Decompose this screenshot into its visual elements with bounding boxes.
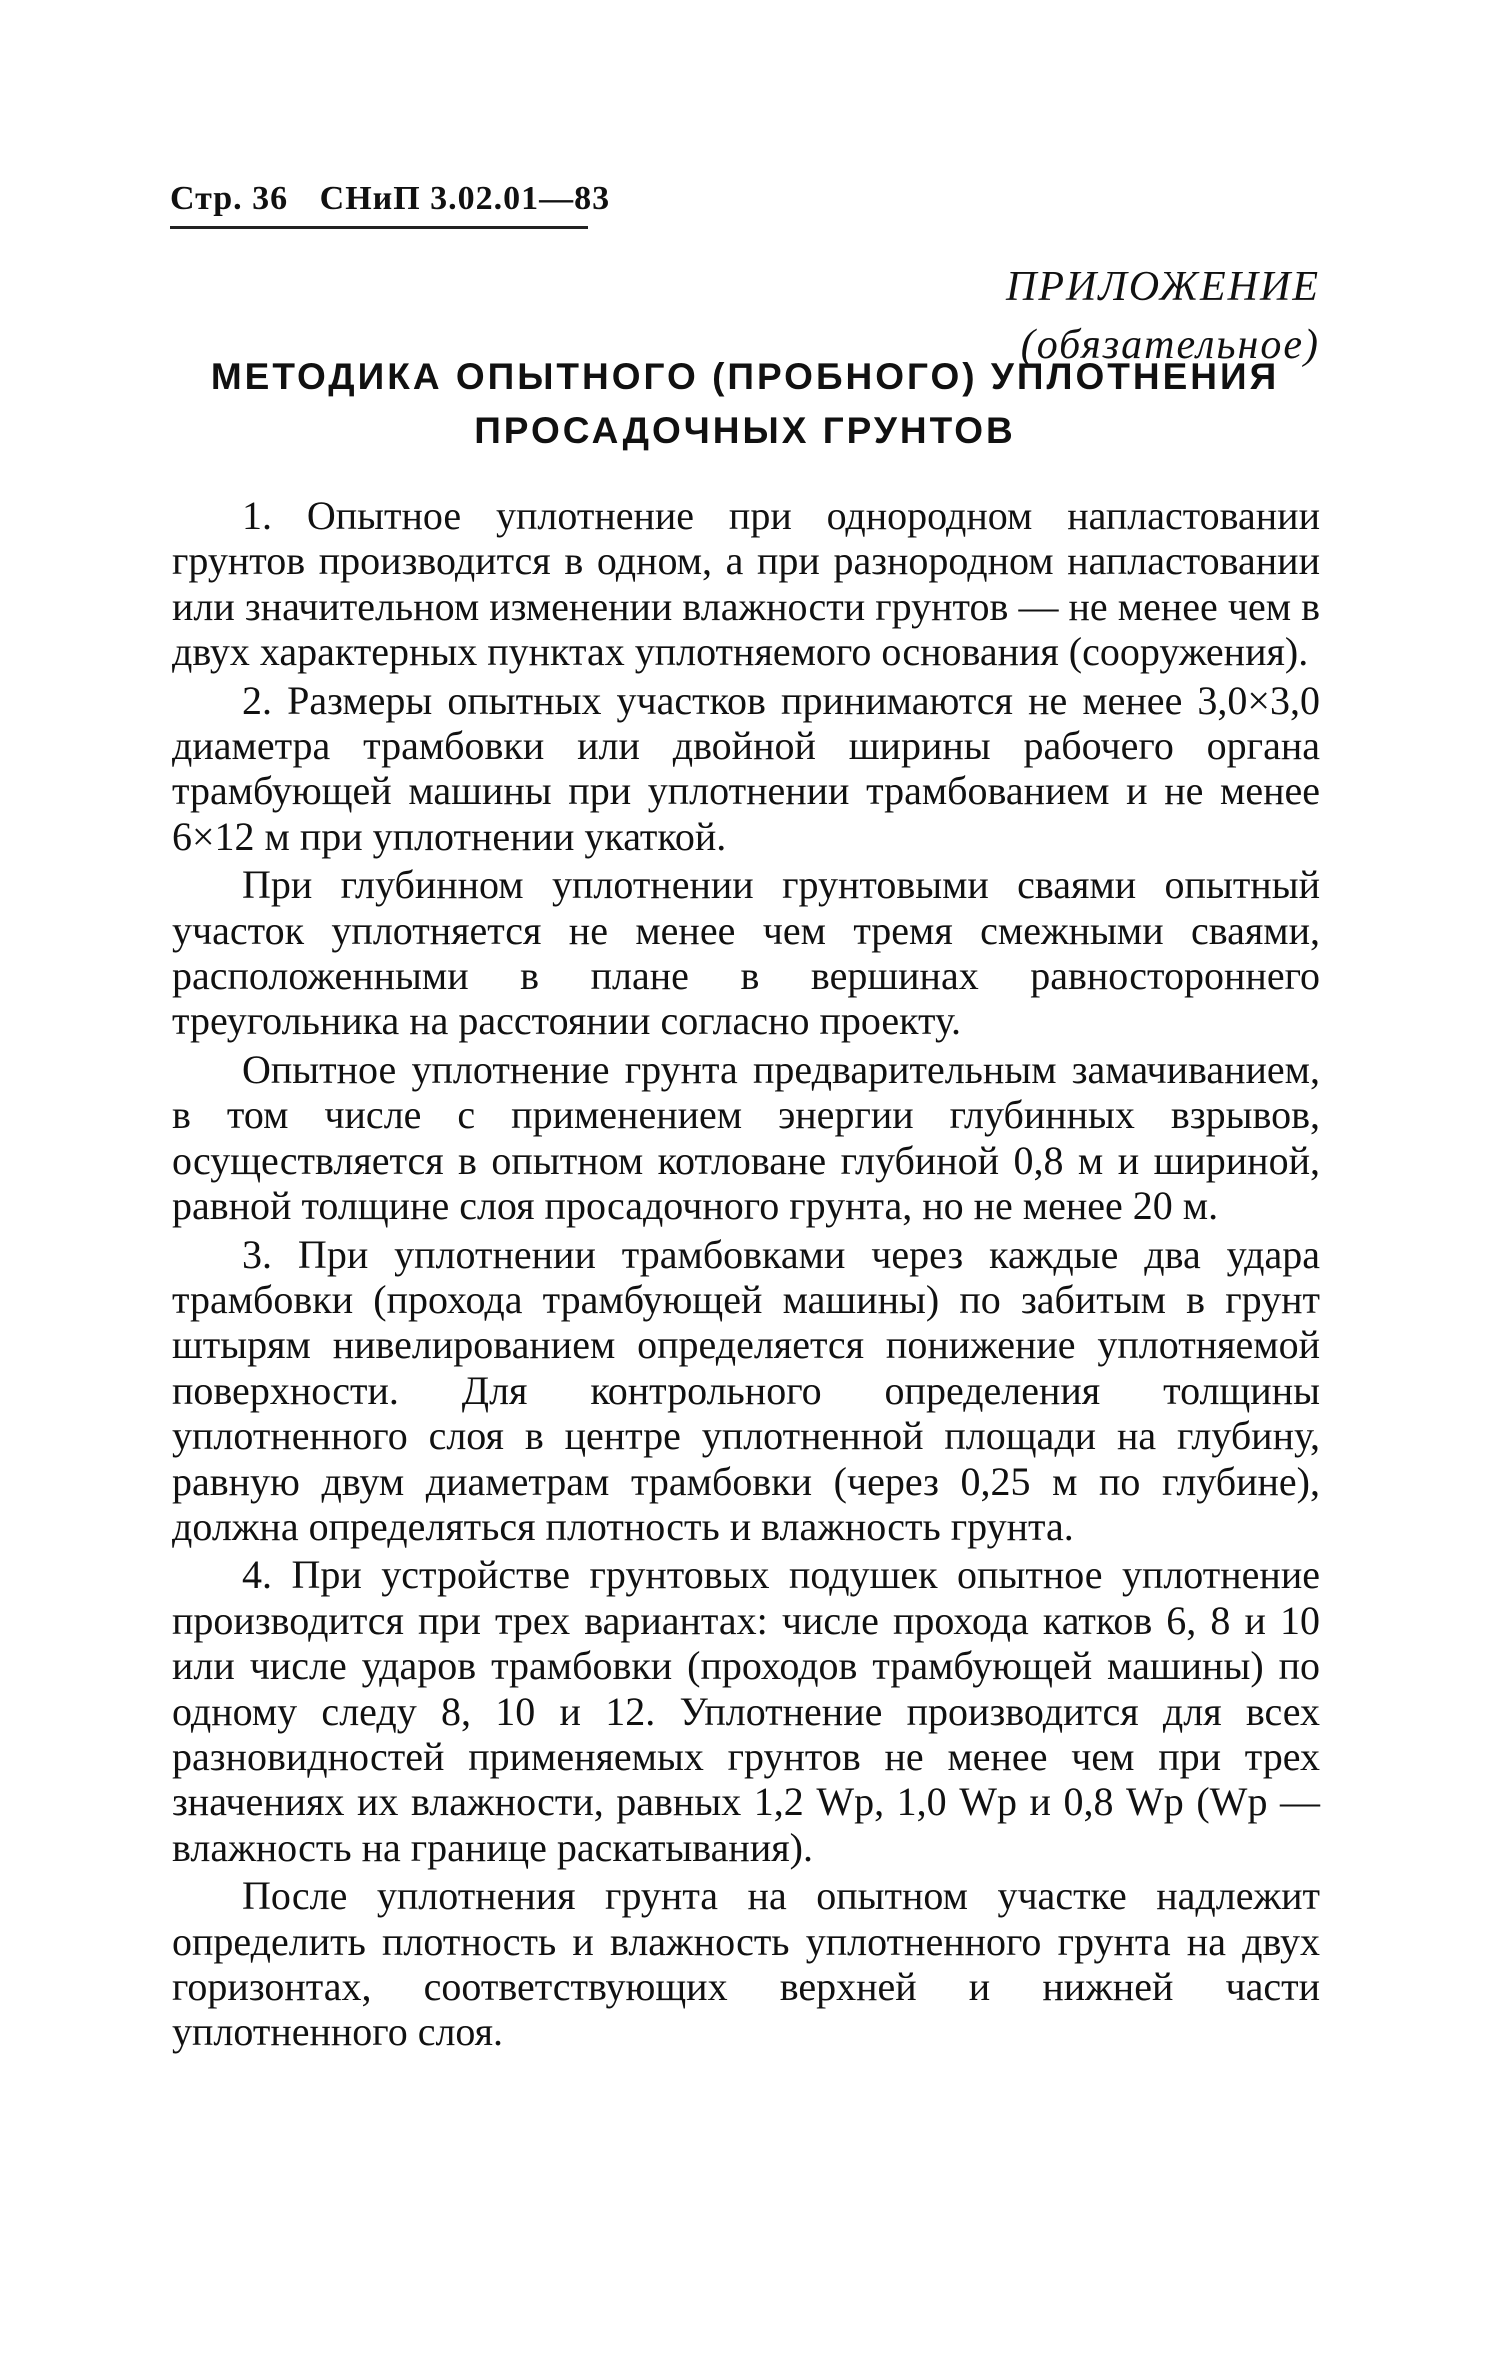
paragraph-7: После уплотнения грунта на опытном участке надлежит определить плотность и влажность уплотненного грунта на двух горизонтах, соответствующих верхней и нижней части уплотненного слоя.: [172, 1873, 1320, 2055]
appendix-label: ПРИЛОЖЕНИЕ: [1006, 264, 1320, 310]
body-text: [172, 493, 1320, 2058]
paragraph-3: При глубинном уплотнении грунтовыми сваями опытный участок уплотняется не менее чем тремя смежными сваями, расположенными в плане в вершинах равностороннего треугольника на расстоянии согласно проекту.: [172, 862, 1320, 1044]
page-header: [170, 180, 632, 218]
title-line-1: МЕТОДИКА ОПЫТНОГО (ПРОБНОГО) УПЛОТНЕНИЯ: [210, 356, 1280, 397]
paragraph-5: 3. При уплотнении трамбовками через каждые два удара трамбовки (прохода трамбующей машины) по забитым в грунт штырям нивелированием определяется понижение уплотняемой поверхности. Для контрольного определения толщины уплотненного слоя в центре уплотненной площади на глубину, равную двум диаметрам трамбовки (через 0,25 м по глубине), должна определяться плотность и влажность грунта.: [172, 1231, 1320, 1549]
title-line-2: ПРОСАДОЧНЫХ ГРУНТОВ: [474, 410, 1016, 451]
appendix-status: (обязательное): [1020, 322, 1320, 368]
paragraph-6: 4. При устройстве грунтовых подушек опытное уплотнение производится при трех вариантах: числе прохода катков 6, 8 и 10 или числе ударов трамбовки (проходов трамбующей машины) по одному следу 8, 10 и 12. Уплотнение производится для всех разновидностей применяемых грунтов не менее чем при трех значениях их влажности, равных 1,2 Wр, 1,0 Wр и 0,8 Wр (Wр — влажность на границе раскатывания).: [172, 1552, 1320, 1870]
document-title: [170, 350, 1320, 458]
paragraph-1: 1. Опытное уплотнение при однородном напластовании грунтов производится в одном, а при разнородном напластовании или значительном изменении влажности грунтов — не менее чем в двух характерных пунктах уплотняемого основания (сооружения).: [172, 493, 1320, 675]
paragraph-2: 2. Размеры опытных участков принимаются не менее 3,0×3,0 диаметра трамбовки или двойной ширины рабочего органа трамбующей машины при уплотнении трамбованием и не менее 6×12 м при уплотнении укаткой.: [172, 677, 1320, 859]
header-rule: [170, 226, 588, 229]
page-label: Стр. 36: [170, 180, 289, 217]
document-code: СНиП 3.02.01—83: [319, 180, 611, 217]
paragraph-4: Опытное уплотнение грунта предварительным замачиванием, в том числе с применением энергии глубинных взрывов, осуществляется в опытном котловане глубиной 0,8 м и шириной, равной толщине слоя просадочного грунта, но не менее 20 м.: [172, 1046, 1320, 1229]
